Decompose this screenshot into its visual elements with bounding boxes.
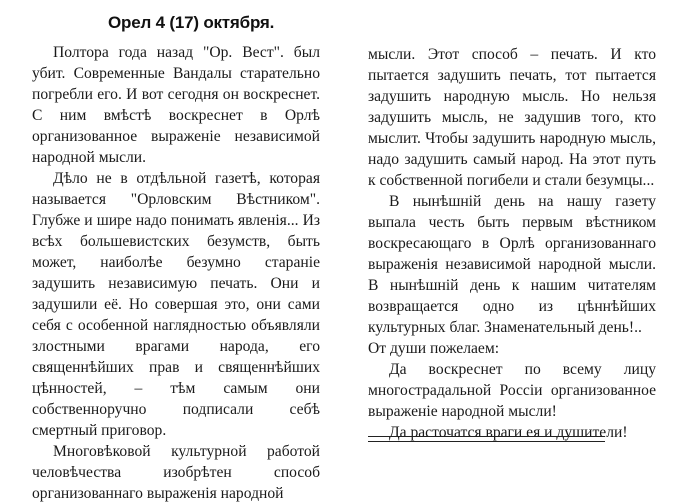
paragraph: мысли. Этот способ – печать. И кто пытается задушить печать, тот пытается задушить народную мысль. Но нельзя задушить мысль, не задушив того, кто мыслит. Чтобы задушить народную мысль, надо задушить самый народ. На этот путь к собственной погибели и стали безумцы... [368,46,656,189]
paragraph: Полтора года назад "Ор. Вест". был убит. Современные Вандалы старательно погребли его. И вот сегодня он воскреснет. С ним вмѣстѣ воскреснет в Орлѣ организованное выраженіе независимой народной мысли. [32,44,320,166]
paragraph: В нынѣшній день на нашу газету выпала честь быть первым вѣстником воскресающаго в Орлѣ организованнаго выраженія независимой народной мысли. В нынѣшній день к нашим читателям возвращается одно из цѣннѣйших культурных благ. Знаменательный день!.. [368,193,656,336]
paragraph: Многовѣковой культурной работой человѣчества изобрѣтен способ организованнаго выраженія народной [32,443,320,502]
article-title: Орел 4 (17) октября. [108,13,275,32]
paragraph: Да расточатся враги ея и душители! [389,424,628,441]
end-divider [368,436,605,442]
paragraph: От души пожелаем: [368,340,500,357]
paragraph: Да воскреснет по всему лицу многострадальной Россіи организованное выраженіе народной мысли! [368,361,656,420]
paragraph: Дѣло не в отдѣльной газетѣ, которая называется "Орловским Вѣстником". Глубже и шире надо понимать явленія... Из всѣх большевистских безумств, быть может, наиболѣе безумно стараніе задушить независимую печать. Они и задушили её. Но совершая это, они сами себя с особенной наглядностью объявляли злостными врагами народа, его священнѣйших прав и священнѣйших цѣнностей, – тѣм самым они собственноручно подписали себѣ смертный приговор. [32,170,320,439]
right-column [368,44,656,443]
left-column [32,42,320,504]
